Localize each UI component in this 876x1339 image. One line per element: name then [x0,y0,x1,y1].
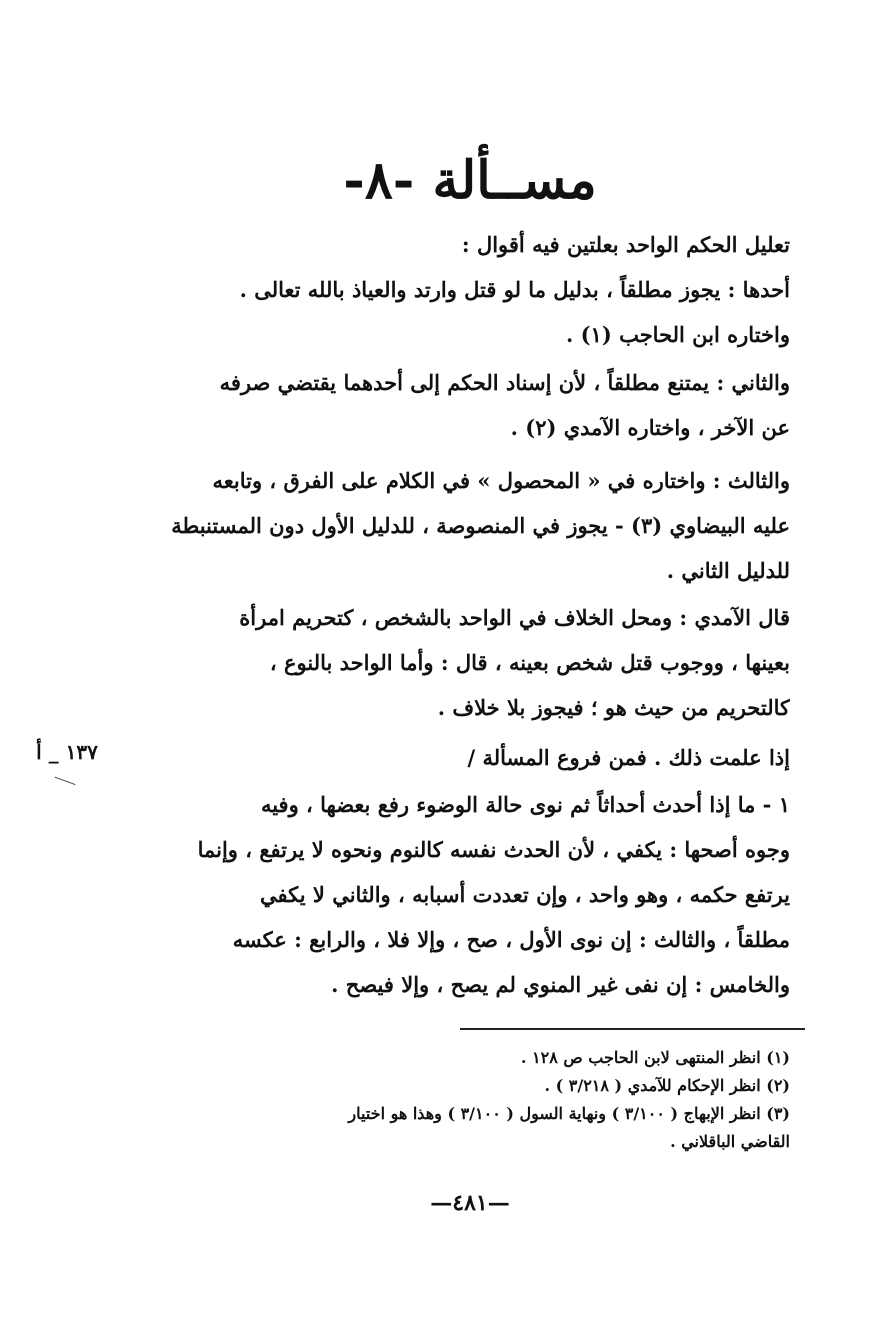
text-line: إذا علمت ذلك . فمن فروع المسألة / [467,745,790,770]
text-line: قال الآمدي : ومحل الخلاف في الواحد بالشخص ، كتحريم امرأة [239,605,790,630]
text-line: أحدها : يجوز مطلقاً ، بدليل ما لو قتل وارتد والعياذ بالله تعالى . [239,277,790,302]
text-line: وجوه أصحها : يكفي ، لأن الحدث نفسه كالنوم ونحوه لا يرتفع ، وإنما [197,837,790,862]
paragraph-first-opinion [130,267,790,357]
paragraph-intro [130,222,790,267]
text-line: عليه البيضاوي (٣) - يجوز في المنصوصة ، للدليل الأول دون المستنبطة [171,513,790,538]
text-line: ١ - ما إذا أحدث أحداثاً ثم نوى حالة الوضوء رفع بعضها ، وفيه [260,792,790,817]
page-number: —٤٨١— [430,1190,510,1216]
text-line: بعينها ، ووجوب قتل شخص بعينه ، قال : وأما الواحد بالنوع ، [269,650,790,675]
margin-mark [50,777,75,797]
footnote-2: (٢) انظر الإحكام للآمدي ( ٣/٢١٨ ) . [544,1076,790,1095]
footnote-1: (١) انظر المنتهى لابن الحاجب ص ١٢٨ . [520,1048,790,1067]
text-line: والثاني : يمتنع مطلقاً ، لأن إسناد الحكم إلى أحدهما يقتضي صرفه [219,370,790,395]
manuscript-folio-note: ١٣٧ _ أ [36,740,98,764]
text-line: واختاره ابن الحاجب (١) . [565,322,790,347]
text-line: تعليل الحكم الواحد بعلتين فيه أقوال : [461,232,790,257]
footnotes [140,1044,790,1156]
paragraph-third-opinion [130,458,790,593]
footnote-3-continued: القاضي الباقلاني . [670,1132,790,1151]
page-title: مســألة -٨- [343,149,597,211]
text-line: مطلقاً ، والثالث : إن نوى الأول ، صح ، وإلا فلا ، والرابع : عكسه [232,927,790,952]
paragraph-amidi [130,595,790,730]
paragraph-second-opinion [130,360,790,450]
text-line: والثالث : واختاره في « المحصول » في الكلام على الفرق ، وتابعه [212,468,790,493]
text-line: والخامس : إن نفى غير المنوي لم يصح ، وإلا فيصح . [331,972,790,997]
footnote-divider [460,1028,805,1030]
text-line: يرتفع حكمه ، وهو واحد ، وإن تعددت أسبابه ، والثاني لا يكفي [260,882,790,907]
text-line: عن الآخر ، واختاره الآمدي (٢) . [510,415,790,440]
text-line: للدليل الثاني . [666,558,790,583]
paragraph-branches-intro [130,735,790,780]
footnote-3: (٣) انظر الإبهاج ( ٣/١٠٠ ) ونهاية السول ( ٣/١٠٠ ) وهذا هو اختيار [348,1104,790,1123]
paragraph-branch-one [130,782,790,1007]
text-line: كالتحريم من حيث هو ؛ فيجوز بلا خلاف . [437,695,790,720]
